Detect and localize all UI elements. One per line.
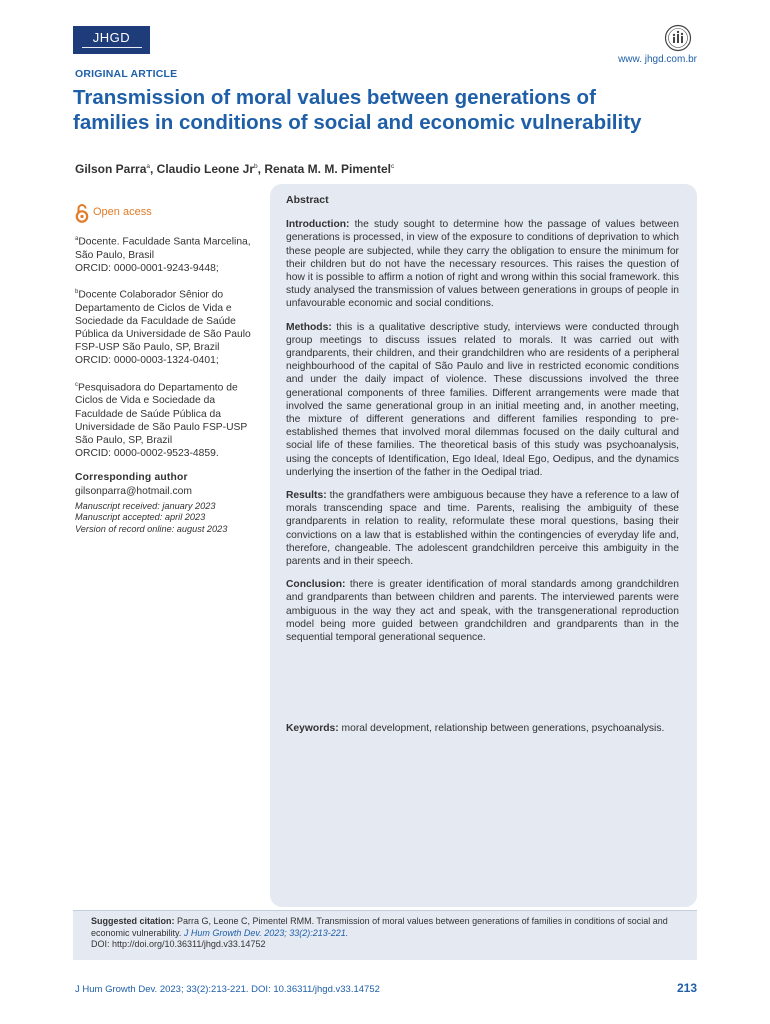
section-text: the study sought to determine how the passage of values between generations is processed, in view of the exposure to conditions of deprivation to which these people are subjected, while they carry the obligation to ensure the minimum for their children but do not have the necessary resources. This raises the question of how it is possible to affirm a notion of right and wrong within this social framework. this study analysed the transmission of values between generations in groups of people in unfavourable economic and social conditions. xyxy=(286,219,679,310)
journal-website-link[interactable]: www. jhgd.com.br xyxy=(618,54,697,65)
author-affiliation-mark: c xyxy=(391,163,395,170)
author-affiliation-mark: a xyxy=(146,163,150,170)
journal-logo-text: JHGD xyxy=(92,30,131,45)
affiliation-mark: a xyxy=(75,236,79,242)
citation-text: Parra G, Leone C, Pimentel RMM. Transmission of moral values between generations of families in conditions of social and economic vulnerability. xyxy=(91,916,668,938)
abstract-heading: Abstract xyxy=(286,194,329,206)
abstract-content xyxy=(286,194,679,654)
abstract-methods xyxy=(286,321,679,479)
footer-reference: J Hum Growth Dev. 2023; 33(2):213-221. DOI: 10.36311/jhgd.v33.14752 xyxy=(75,984,380,995)
corresponding-author-heading: Corresponding author xyxy=(75,472,188,484)
abstract-introduction xyxy=(286,218,679,310)
section-label: Introduction: xyxy=(286,219,350,231)
section-label: Methods: xyxy=(286,321,332,333)
manuscript-accepted: Manuscript accepted: april 2023 xyxy=(75,512,206,523)
manuscript-received: Manuscript received: january 2023 xyxy=(75,500,216,511)
manuscript-dates xyxy=(75,501,255,536)
section-text: there is greater identification of moral standards among grandchildren and grandparents than between children and parents. The interviewed parents were ambiguous in the way they act and speak, with the transgenerational reproduction model being more guided between grandchildren and grandparents than in the sequential temporal generational sequence. xyxy=(286,579,679,644)
abstract-panel xyxy=(270,184,697,907)
article-type-label: ORIGINAL ARTICLE xyxy=(75,68,178,80)
affiliation-b xyxy=(75,286,255,368)
author-name: Claudio Leone Jr xyxy=(156,162,255,176)
section-label: Conclusion: xyxy=(286,579,346,591)
open-access-badge xyxy=(75,203,255,223)
citation-label: Suggested citation: xyxy=(91,916,175,926)
suggested-citation xyxy=(73,910,697,960)
author-name: Gilson Parra xyxy=(75,162,147,176)
sidebar-info xyxy=(75,203,255,535)
section-text: this is a qualitative descriptive study, interviews were conducted through group meetings to discuss issues related to morals. It was carried out with grandparents, their children, and their grandchildren who are residents of a peripheral neighbourhood of the capital of São Paulo and live in restricted economic conditions and under the daily impact of violence. These discussions involved the three generational components of three families. Different arrangements were made that involved the same generational group in an initial meeting and, in another meeting, the mixture of different generations and different families responding to pre-established themes that involved moral dilemmas focused on the daily cultural and social life of these families. The theoretical basis of this study was psychoanalysis, using the concepts of Identification, Ego Ideal, Ideal Ego, Oedipus, and the dynamics underlying the insertion of the father in the Oedipal triad. xyxy=(286,321,679,478)
abstract-conclusion xyxy=(286,578,679,644)
affiliation-text: Docente. Faculdade Santa Marcelina, São Paulo, Brasil ORCID: 0000-0001-9243-9448; xyxy=(75,236,251,274)
keywords xyxy=(286,722,679,735)
keywords-text: moral development, relationship between generations, psychoanalysis. xyxy=(338,723,665,734)
affiliation-c xyxy=(75,379,255,461)
author-name: Renata M. M. Pimentel xyxy=(264,162,392,176)
affiliation-mark: c xyxy=(75,381,78,388)
corresponding-author-email[interactable]: gilsonparra@hotmail.com xyxy=(75,485,192,497)
open-access-label: Open acess xyxy=(93,206,152,219)
affiliation-text: Docente Colaborador Sênior do Departamento de Ciclos de Vida e Sociedade da Faculdade de Saúde Pública da Universidade de São Paulo FSP-USP São Paulo, SP, Brazil ORCID: 0000-0003-1324-0401; xyxy=(75,289,251,367)
citation-journal: J Hum Growth Dev. 2023; 33(2):213-221. xyxy=(183,927,349,938)
affiliation-a xyxy=(75,233,255,275)
keywords-label: Keywords: xyxy=(286,723,339,734)
author-list: Gilson Parra$^a$, Claudio Leone Jr$^b$, Renata M. M. Pimentel$^c$ xyxy=(75,162,395,176)
author-affiliation-mark: b xyxy=(254,163,258,170)
article-title: Transmission of moral values between generations of families in conditions of social and economic vulnerability xyxy=(73,86,642,134)
affiliation-text: Pesquisadora do Departamento de Ciclos de Vida e Sociedade da Faculdade de Saúde Pública da Universidade de São Paulo FSP-USP São Paulo, SP, Brazil ORCID: 0000-0002-9523-4859. xyxy=(75,382,248,460)
logo-underline xyxy=(82,47,142,48)
citation-doi[interactable]: DOI: http://doi.org/10.36311/jhgd.v33.14752 xyxy=(91,939,266,949)
section-text: the grandfathers were ambiguous because they have a reference to a law of morals transcending space and time. Parents, realising the ambiguity of these grandparents in relation to reality, reformulate these moral questions, basing their convictions on a law that is established within the contingencies of everyday life and, therefore, changeable. The adolescent grandchildren perceive this ambiguity in the parents and in their speech. xyxy=(286,490,679,568)
affiliation-mark: b xyxy=(75,289,79,296)
journal-logo xyxy=(73,26,150,54)
section-label: Results: xyxy=(286,490,327,502)
page-number: 213 xyxy=(676,981,697,995)
manuscript-online: Version of record online: august 2023 xyxy=(75,523,228,534)
society-emblem-icon xyxy=(664,24,692,52)
abstract-results xyxy=(286,489,679,568)
open-access-lock-icon xyxy=(75,203,89,223)
